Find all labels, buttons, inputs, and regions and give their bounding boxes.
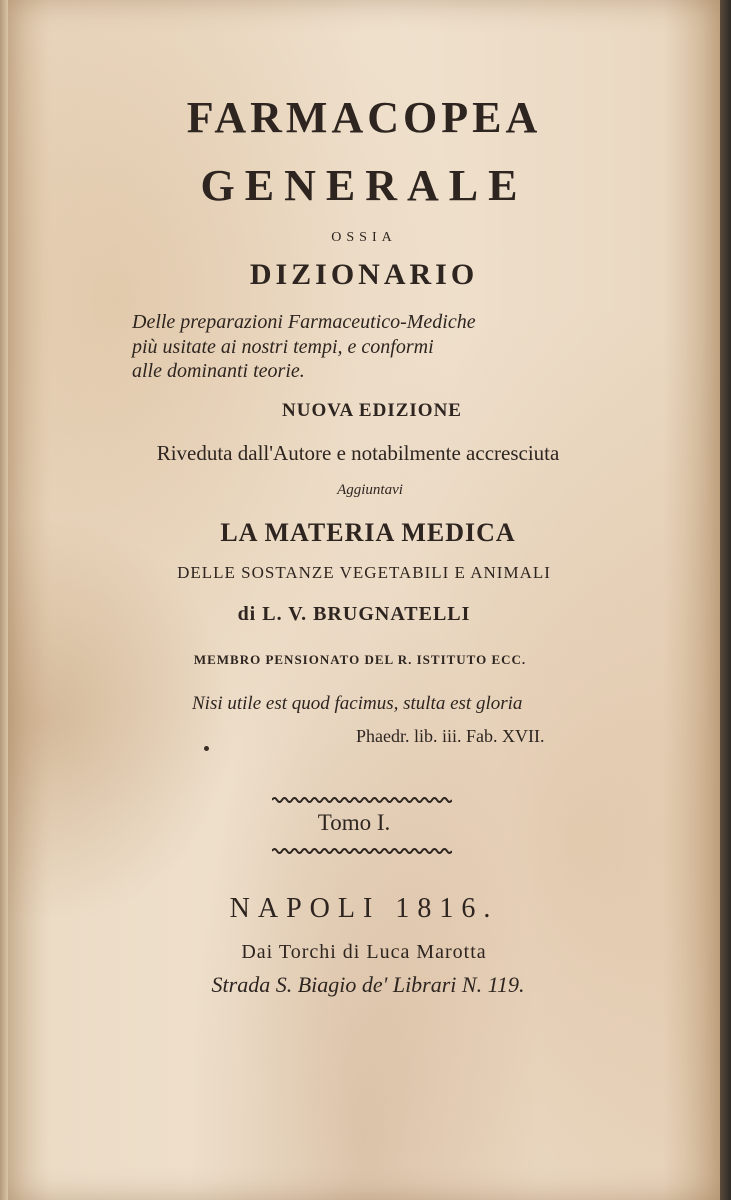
imprint-address: Strada S. Biagio de' Librari N. 119. <box>211 972 525 997</box>
author-line: di L. V. BRUGNATELLI <box>237 603 471 625</box>
dizionario-heading: DIZIONARIO <box>249 258 479 291</box>
sostanze-text: DELLE SOSTANZE VEGETABILI E ANIMALI <box>177 563 551 582</box>
aggiuntavi-text: Aggiuntavi <box>337 482 403 498</box>
subtitle-line-1: Delle preparazioni Farmaceutico-Mediche <box>132 311 476 333</box>
subtitle-line-3: alle dominanti teorie. <box>132 360 305 382</box>
title-line-2: GENERALE <box>200 161 528 210</box>
edition-text: NUOVA EDIZIONE <box>282 400 462 421</box>
volume-label: Tomo I. <box>317 810 391 835</box>
subtitle-line-2: più usitate ai nostri tempi, e conformi <box>132 336 434 358</box>
ossia-text: OSSIA <box>331 230 397 245</box>
imprint-printer: Dai Torchi di Luca Marotta <box>241 941 487 963</box>
title-page-text <box>8 0 720 1200</box>
revised-text: Riveduta dall'Autore e notabilmente accresciuta <box>156 441 560 465</box>
motto-citation: Phaedr. lib. iii. Fab. XVII. <box>356 726 545 746</box>
materia-heading: LA MATERIA MEDICA <box>220 518 516 547</box>
title-page <box>8 0 720 1200</box>
title-line-1: FARMACOPEA <box>186 93 542 142</box>
latin-motto: Nisi utile est quod facimus, stulta est gloria <box>192 693 523 714</box>
page-left-edge <box>0 0 8 1200</box>
ornament-rule-top <box>272 796 452 804</box>
ink-dot <box>204 746 209 751</box>
imprint-place-year: NAPOLI 1816. <box>229 893 499 924</box>
membro-text: MEMBRO PENSIONATO DEL R. ISTITUTO ECC. <box>193 652 527 667</box>
book-cover-edge <box>720 0 731 1200</box>
ornament-rule-bottom <box>272 847 452 855</box>
